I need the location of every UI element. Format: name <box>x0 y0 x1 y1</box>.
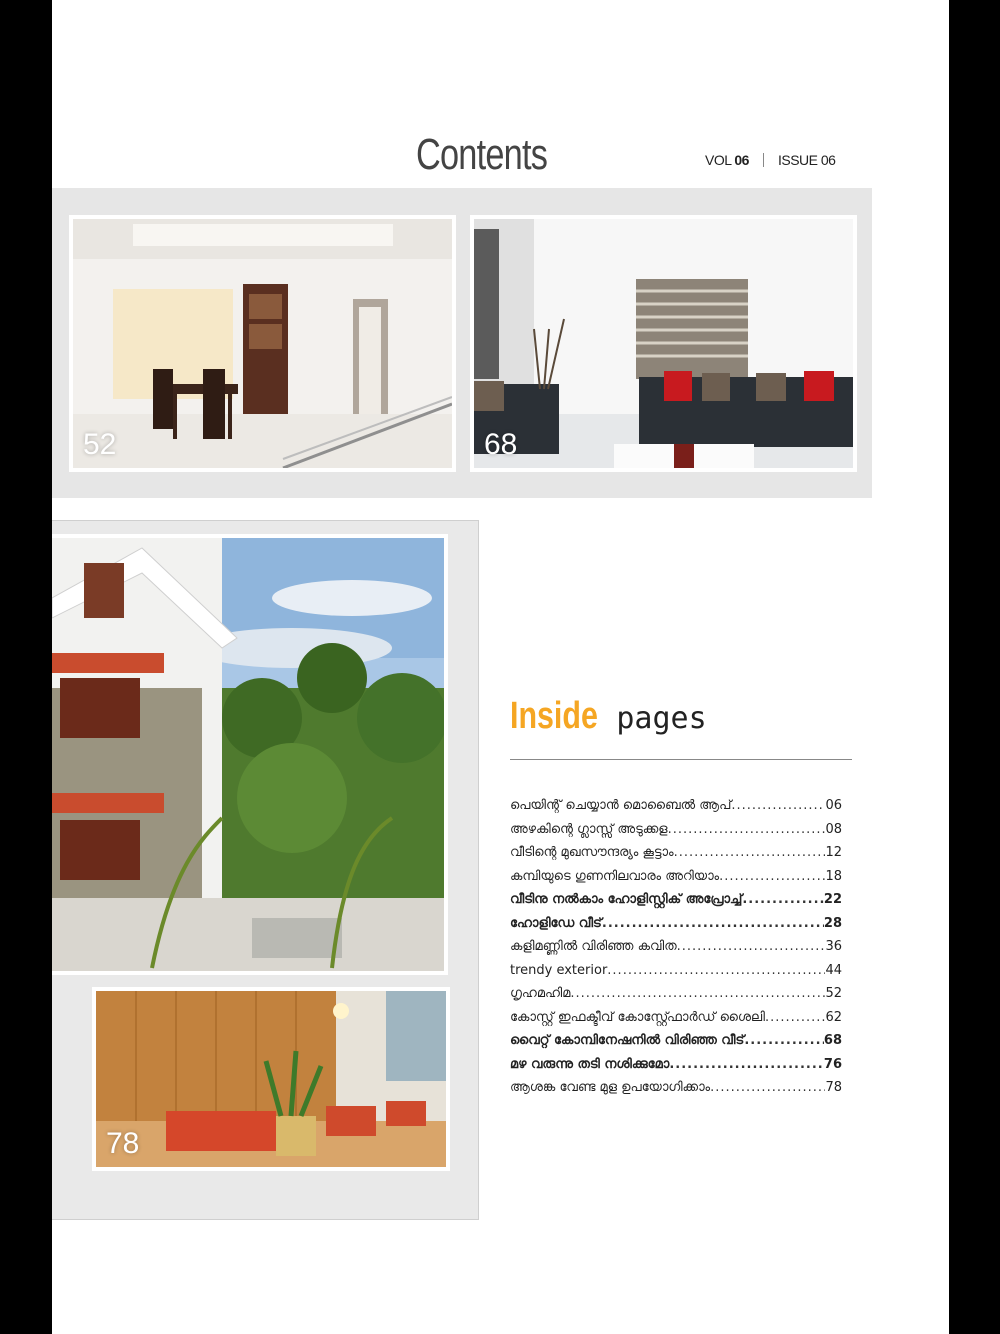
issue-label: ISSUE <box>777 152 818 168</box>
issue-number: 06 <box>820 152 836 168</box>
volume-issue-info <box>705 152 835 168</box>
inside-heading-rest: pages <box>616 701 707 736</box>
toc-entry-page: 36 <box>825 939 842 954</box>
toc-leader-dots <box>742 892 824 907</box>
toc-entry-title: ഹോളിഡേ വീട് <box>510 915 602 931</box>
toc-entry-page: 12 <box>825 845 842 860</box>
lobby-image <box>96 991 446 1167</box>
toc-leader-dots <box>669 1057 824 1072</box>
divider <box>763 153 764 167</box>
heading-divider <box>510 759 852 760</box>
toc-entry-page: 06 <box>825 798 842 813</box>
inside-pages-heading <box>510 695 707 738</box>
toc-entry[interactable] <box>510 986 842 1010</box>
dining-room-image <box>73 219 452 468</box>
toc-leader-dots <box>765 1010 826 1025</box>
toc-entry-page: 52 <box>825 986 842 1001</box>
toc-entry-page: 76 <box>823 1056 842 1072</box>
toc-entry-title: വീടിനു നൽകാം ഹോളിസ്റ്റിക് അപ്രോച്ച് <box>510 892 743 907</box>
toc-entry-page: 08 <box>825 821 842 837</box>
inside-heading-highlight: Inside <box>510 695 598 737</box>
toc-entry-title: വൈറ്റ് കോമ്പിനേഷനിൽ വിരിഞ്ഞ വീട് <box>510 1033 745 1048</box>
photo-page-number: 52 <box>83 428 117 461</box>
toc-leader-dots <box>607 963 825 978</box>
photo-page-number: 68 <box>484 428 518 461</box>
photo-living-room[interactable] <box>470 215 857 472</box>
photo-lobby[interactable] <box>92 987 450 1171</box>
toc-entry-title: മഴ വരുന്നു തടി നശിക്കുമോ <box>510 1056 670 1072</box>
toc-entry-page: 44 <box>825 962 842 978</box>
toc-entry-title: പെയിന്റ് ചെയ്യാൻ മൊബൈൽ ആപ് <box>510 798 732 813</box>
photo-page-number: 78 <box>106 1127 140 1160</box>
toc-entry[interactable] <box>510 869 842 893</box>
vol-label: VOL <box>705 152 731 168</box>
toc-entry[interactable] <box>510 1080 842 1104</box>
toc-entry[interactable] <box>510 1057 842 1081</box>
toc-leader-dots <box>602 916 824 931</box>
toc-leader-dots <box>674 845 826 860</box>
toc-entry-title: കമ്പിയുടെ ഗുണനിലവാരം അറിയാം <box>510 868 720 884</box>
toc-entry[interactable] <box>510 892 842 916</box>
toc-leader-dots <box>668 822 826 837</box>
toc-entry[interactable] <box>510 1033 842 1057</box>
toc-entry[interactable] <box>510 963 842 987</box>
toc-entry-title: ഗൃഹമഹിമ <box>510 986 571 1001</box>
toc-entry[interactable] <box>510 798 842 822</box>
toc-entry-page: 62 <box>825 1009 842 1025</box>
toc-leader-dots <box>677 939 826 954</box>
toc-entry[interactable] <box>510 939 842 963</box>
toc-entry-page: 68 <box>823 1033 842 1048</box>
toc-leader-dots <box>744 1033 824 1048</box>
toc-entry-title: കളിമണ്ണിൽ വിരിഞ്ഞ കവിത <box>510 939 677 954</box>
photo-house-exterior[interactable] <box>52 534 448 975</box>
magazine-page[interactable] <box>52 0 949 1334</box>
toc-entry-page: 78 <box>825 1080 842 1095</box>
house-exterior-image <box>52 538 444 971</box>
page-title: Contents <box>416 130 548 179</box>
toc-entry-title: അഴകിന്റെ ഗ്ലാസ്സ് അടുക്കള <box>510 821 668 837</box>
toc-entry-title: കോസ്റ്റ് ഇഫക്ടീവ് കോസ്റ്റ്ഫോർഡ് ശൈലി <box>510 1009 765 1025</box>
toc-entry-title: ആശങ്ക വേണ്ട മുള ഉപയോഗിക്കാം <box>510 1080 711 1095</box>
toc-entry[interactable] <box>510 916 842 940</box>
toc-leader-dots <box>731 798 825 813</box>
toc-entry-page: 22 <box>823 892 842 907</box>
toc-entry[interactable] <box>510 822 842 846</box>
toc-leader-dots <box>710 1080 825 1095</box>
table-of-contents <box>510 798 842 1104</box>
toc-entry[interactable] <box>510 1010 842 1034</box>
living-room-image <box>474 219 853 468</box>
toc-leader-dots <box>570 986 825 1001</box>
photo-dining-room[interactable] <box>69 215 456 472</box>
toc-leader-dots <box>719 869 825 884</box>
toc-entry-page: 28 <box>823 915 842 931</box>
toc-entry-title: വീടിന്റെ മുഖസൗന്ദര്യം കൂട്ടാം <box>510 845 674 860</box>
toc-entry-page: 18 <box>825 868 842 884</box>
vol-number: 06 <box>734 152 749 168</box>
toc-entry-title: trendy exterior <box>510 962 608 978</box>
toc-entry[interactable] <box>510 845 842 869</box>
